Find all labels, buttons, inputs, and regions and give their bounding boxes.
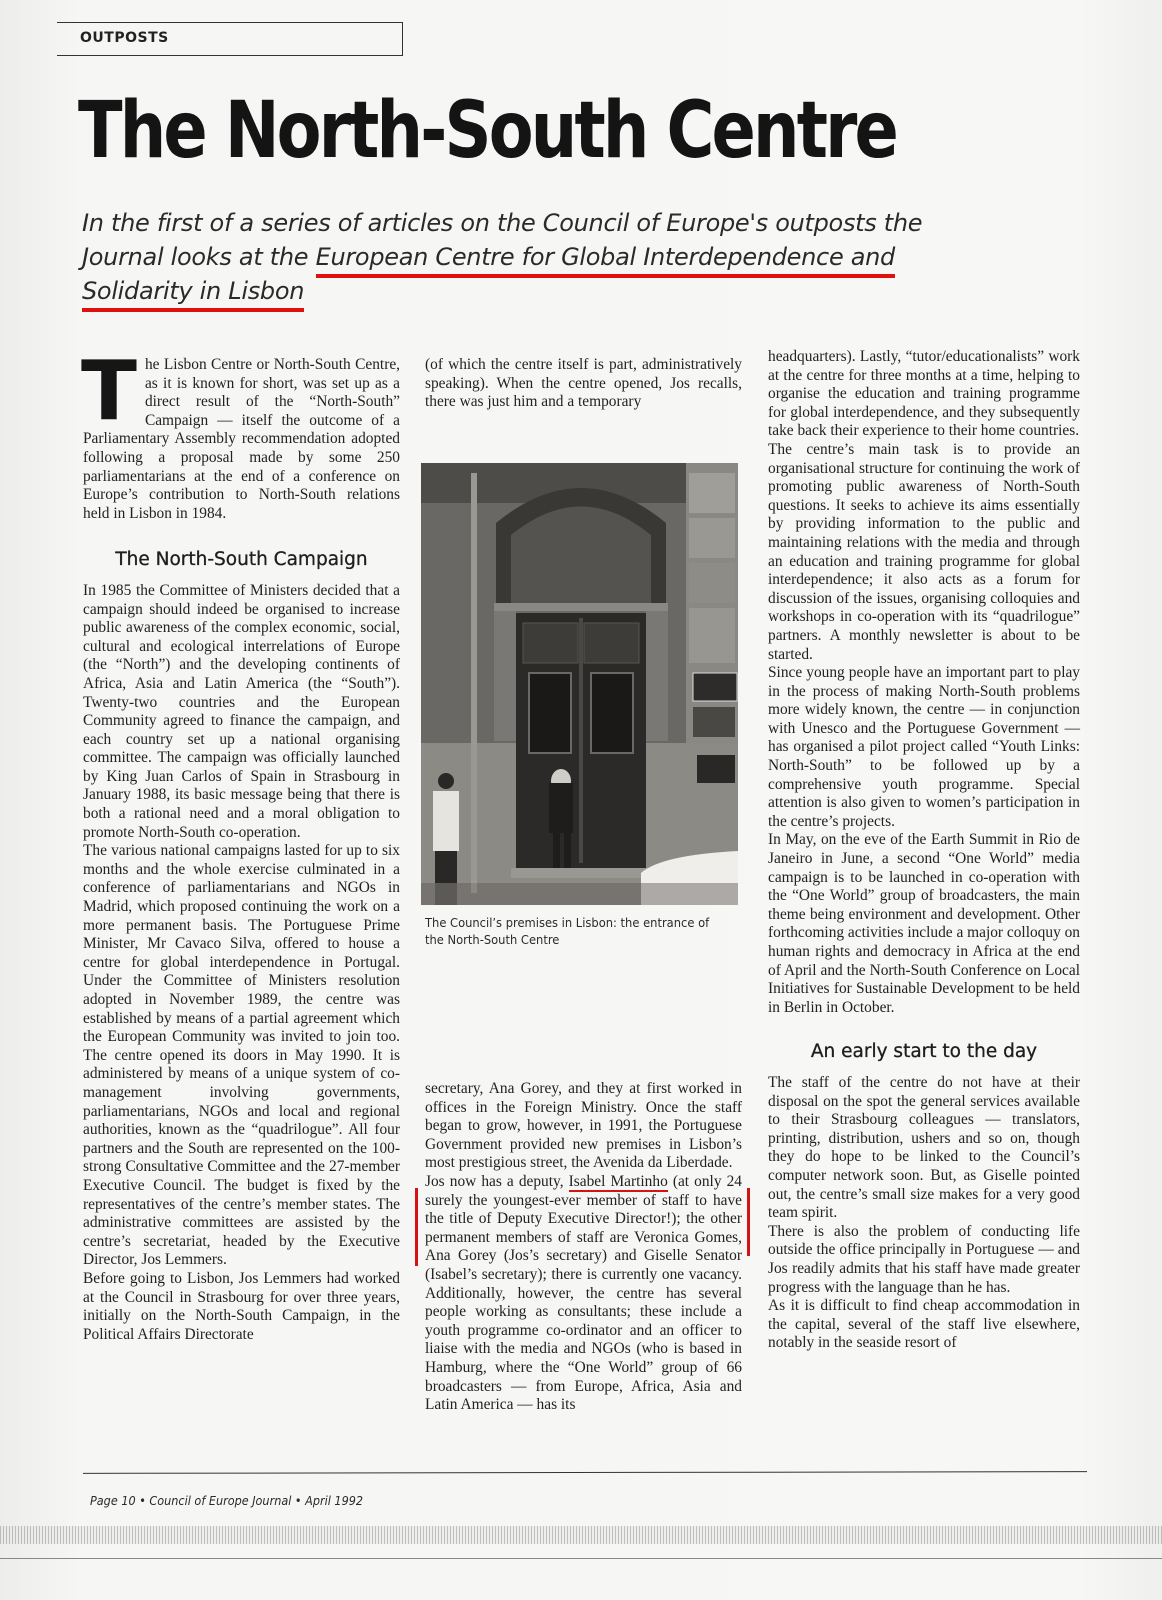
- article-headline: The North-South Centre: [78, 86, 897, 176]
- scan-edge-pattern: [0, 1526, 1162, 1544]
- paragraph: In 1985 the Committee of Ministers decided that a campaign should indeed be organised to increase public awareness of the complex economic, social, cultural and ecological interrelations of Europe (the “North”) and the developing continents of Africa, Asia and Latin America (the “South”). Twenty-two countries and the European Community agreed to finance the campaign, and each country set up a national organising committee. The campaign was officially launched by King Juan Carlos of Spain in Strasbourg in January 1988, its basic message being that there is both a rational need and a moral obligation to promote North-South co-operation.: [83, 581, 400, 841]
- paragraph: secretary, Ana Gorey, and they at first worked in offices in the Foreign Ministry. Once the staff began to grow, however, in 1991, the Portuguese Government provided new premises in Lisbon’s most prestigious street, the Avenida da Liberdade.: [425, 1080, 742, 1172]
- paragraph: In May, on the eve of the Earth Summit in Rio de Janeiro in June, a second “One World” media campaign is to be launched in co-operation with the “One World” group of broadcasters, the main theme being environment and development. Other forthcoming activities include a major colloquy on human rights and democracy in Africa at the end of April and the North-South Conference on Local Initiatives for Sustainable Development to be held in Berlin in October.: [768, 831, 1081, 1016]
- section-label: OUTPOSTS: [80, 30, 169, 46]
- standfirst-line-3: [82, 274, 1042, 308]
- standfirst-red-underline: European Centre for Global Interdependence and: [316, 243, 895, 278]
- margin-annotation-bar-left: [415, 1188, 418, 1266]
- column-1: [81, 344, 400, 1344]
- paragraph: headquarters). Lastly, “tutor/educationalists” work at the centre for three months at a time, helping to organise the education and training programme for global interdependence, and they subsequently take back their experience to their home countries.: [768, 348, 1080, 440]
- standfirst-plain: Journal looks at the: [82, 243, 316, 271]
- standfirst-red-underline-2: Solidarity in Lisbon: [82, 277, 304, 312]
- page-folio: Page 10 • Council of Europe Journal • April 1992: [90, 1493, 364, 1508]
- paragraph: The various national campaigns lasted for up to six months and the whole exercise culminated in a conference of parliamentarians and NGOs in Madrid, which proposed continuing the work on a more permanent basis. The Portuguese Prime Minister, Mr Cavaco Silva, offered to house a centre for global interdependence in Portugal. Under the Committee of Ministers resolution adopted in November 1989, the centre was established by means of a partial agreement which the European Community was invited to join too. The centre opened its doors in May 1990. It is administered by means of a unique system of co-management involving governments, parliamentarians, NGOs and local and regional authorities, known as the “quadrilogue”. All four partners and the South are represented on the 100-strong Consultative Committee and the 27-member Executive Council. The budget is fixed by the representatives of the centre’s member states. The administrative committees are assisted by the centre’s secretariat, headed by the Executive Director, Jos Lemmers.: [83, 842, 400, 1269]
- photo-caption: The Council’s premises in Lisbon: the entrance of the North-South Centre: [425, 915, 710, 947]
- paragraph: (of which the centre itself is part, administratively speaking). When the centre opened, Jos recalls, there was just him and a temporary: [425, 356, 742, 411]
- paragraph: The staff of the centre do not have at their disposal on the spot the general services available to their Strasbourg colleagues — translators, printing, distribution, ushers and so on, though they do hope to be linked to the Council’s computer network soon. But, as Giselle pointed out, the centre’s small size makes for a very good team spirit.: [768, 1073, 1080, 1222]
- article-standfirst: [82, 206, 1042, 308]
- standfirst-line-2: [82, 240, 1042, 274]
- photo-illustration: [421, 463, 738, 905]
- column-3: [768, 348, 1080, 1353]
- column-2-top: [425, 356, 742, 412]
- margin-annotation-bar-right: [747, 1188, 750, 1256]
- building-entrance-photo: [421, 463, 738, 905]
- intro-paragraph: The Lisbon Centre or North-South Centre, as it is known for short, was set up as a direct result of the “North-South” Campaign — itself the outcome of a Parliamentary Assembly recommendation adopted following a proposal made by some 250 parliamentarians at the end of a conference on Europe’s contribution to North-South relations held in Lisbon in 1984.: [81, 344, 400, 522]
- paragraph: Before going to Lisbon, Jos Lemmers had worked at the Council in Strasbourg for over three years, initially on the North-South Campaign, in the Political Affairs Directorate: [83, 1269, 400, 1343]
- paragraph: Since young people have an important part to play in the process of making North-South problems more widely known, the centre — in conjunction with Unesco and the Portuguese Government — has organised a pilot project called “Youth Links: North-South” to be followed up by a comprehensive youth programme. Special attention is also given to women’s participation in the centre’s projects.: [768, 664, 1080, 830]
- column-2-bottom: [425, 1080, 742, 1415]
- paragraph: As it is difficult to find cheap accommodation in the capital, several of the staff live elsewhere, notably in the seaside resort of: [768, 1297, 1080, 1352]
- paragraph: The centre’s main task is to provide an organisational structure for continuing the work of promoting public awareness of North-South questions. It seeks to achieve its aims essentially by providing information to the public and maintaining relations with the media and through an education and training programme for global interdependence; it also acts as a forum for discussion of the issues, organising colloquies and workshops in co-operation with its “quadrilogue” partners. A monthly newsletter is about to be started.: [768, 440, 1080, 663]
- paragraph: There is also the problem of conducting life outside the office principally in Portuguese — and Jos readily admits that his staff have made greater progress with the language than he has.: [768, 1222, 1080, 1296]
- standfirst-line-1: In the first of a series of articles on the Council of Europe's outposts the: [82, 209, 923, 237]
- drop-cap: T: [81, 344, 137, 439]
- subhead-early-start: An early start to the day: [810, 1041, 1038, 1063]
- scan-edge-line: [0, 1558, 1162, 1559]
- subhead-campaign: The North-South Campaign: [115, 549, 368, 571]
- underlined-name: Isabel Martinho: [568, 1172, 668, 1190]
- paragraph: Jos now has a deputy, Isabel Martinho (at only 24 surely the youngest-ever member of staff to have the title of Deputy Executive Director!); the other permanent members of staff are Veronica Gomes, Ana Gorey (Jos’s secretary) and Giselle Senator (Isabel’s secretary); there is currently one vacancy. Additionally, however, the centre has several people working as consultants; these include a youth programme co-ordinator and an officer to liaise with the media and NGOs (who is based in Hamburg, where the “One World” group of 66 broadcasters — from Europe, Africa, Asia and Latin America — has its: [425, 1172, 742, 1414]
